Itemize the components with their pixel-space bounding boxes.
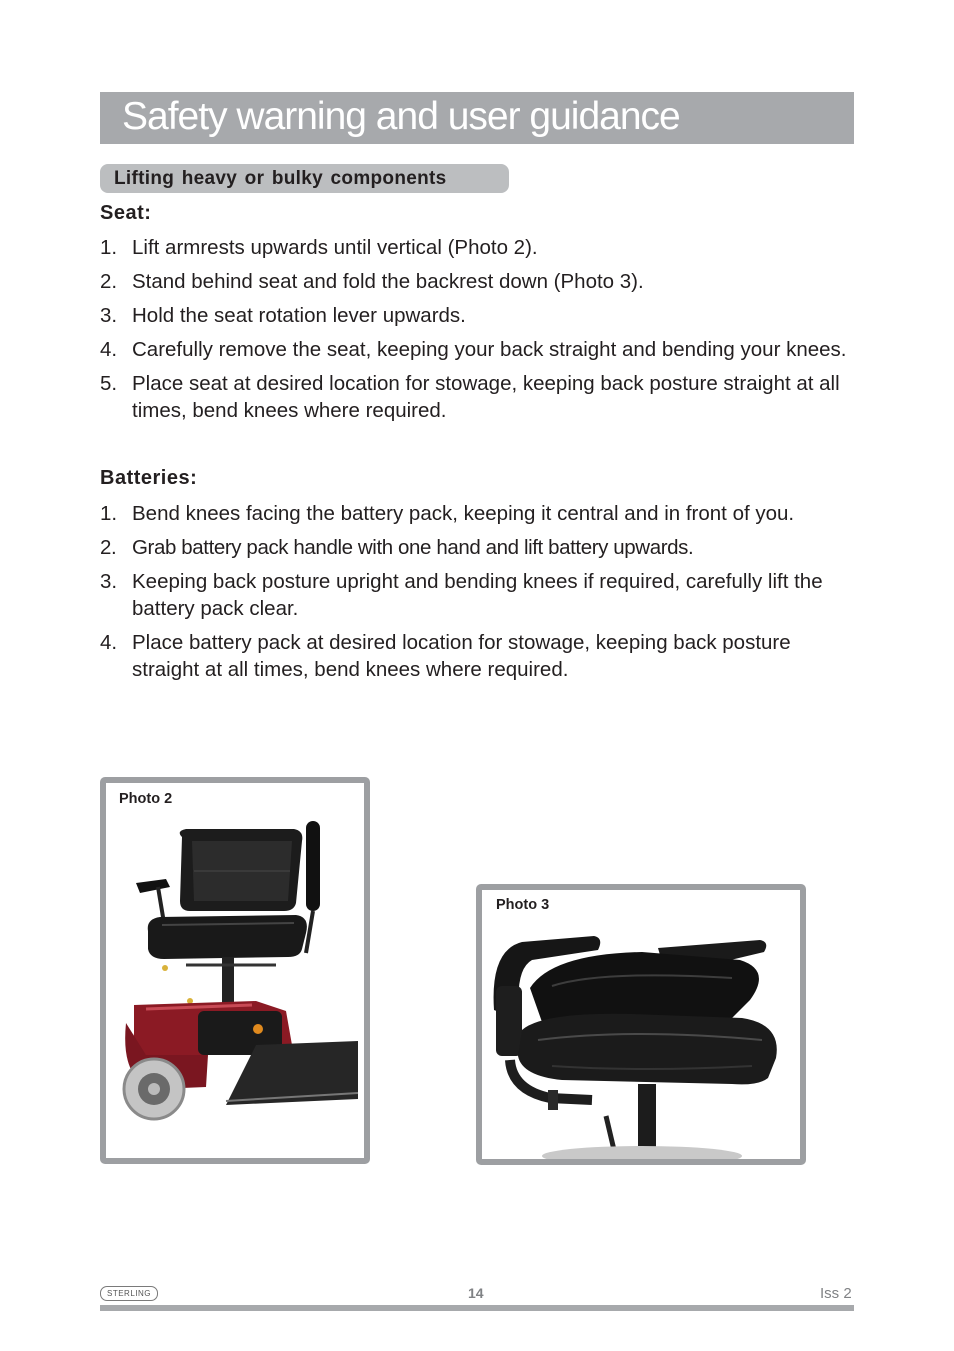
folded-seat-photo: [482, 890, 800, 1159]
photo-2-label: Photo 2: [119, 791, 173, 807]
list-item: 4. Carefully remove the seat, keeping your back straight and bending your knees.: [100, 338, 847, 361]
battery-steps: [100, 500, 854, 690]
photo-3-label: Photo 3: [496, 897, 550, 913]
seat-heading: Seat:: [100, 202, 152, 224]
issue-label: Iss 2: [820, 1285, 852, 1302]
footer-rule: [100, 1305, 854, 1311]
list-item: 5. Place seat at desired location for stowage, keeping back posture straight at all times, bend knees where required.: [100, 372, 840, 422]
list-item: 2. Stand behind seat and fold the backrest down (Photo 3).: [100, 270, 644, 293]
list-item: 4. Place battery pack at desired location for stowage, keeping back posture straight at all times, bend knees where required.: [100, 631, 791, 681]
list-item: 2. Grab battery pack handle with one hand and lift battery upwards.: [100, 536, 694, 559]
photo-3-frame: [476, 884, 806, 1165]
section-heading-label: Lifting heavy or bulky components: [114, 168, 447, 189]
title-bar: [100, 92, 854, 144]
sterling-logo: STERLING: [100, 1286, 158, 1301]
page-title: Safety warning and user guidance: [122, 95, 680, 138]
batteries-heading: Batteries:: [100, 467, 198, 489]
scooter-seat-photo: [106, 783, 364, 1158]
seat-steps: [100, 234, 854, 431]
list-item: 1. Lift armrests upwards until vertical (Photo 2).: [100, 236, 538, 259]
list-item: 1. Bend knees facing the battery pack, keeping it central and in front of you.: [100, 502, 795, 525]
page-number: 14: [468, 1285, 484, 1301]
list-item: 3. Keeping back posture upright and bending knees if required, carefully lift the battery pack clear.: [100, 570, 823, 620]
list-item: 3. Hold the seat rotation lever upwards.: [100, 304, 466, 327]
section-heading: [100, 164, 509, 193]
photo-2-frame: [100, 777, 370, 1164]
